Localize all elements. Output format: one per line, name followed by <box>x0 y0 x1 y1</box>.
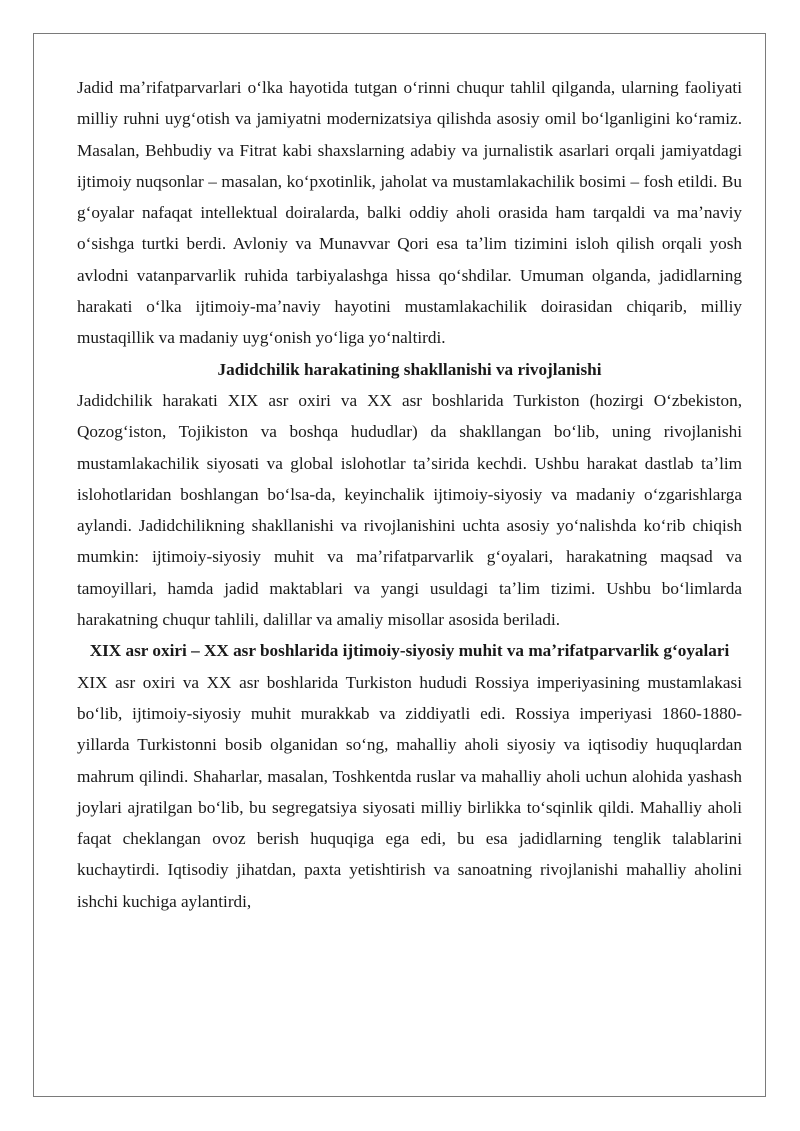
paragraph-socio-political-context: XIX asr oxiri va XX asr boshlarida Turkiston hududi Rossiya imperiyasining mustamlakasi boʻlib, ijtimoiy-siyosiy muhit murakkab va ziddiyatli edi. Rossiya imperiyasi 1860-1880-yillarda Turkistonni bosib olganidan soʻng, mahalliy aholi siyosiy va iqtisodiy huquqlardan mahrum qilindi. Shaharlar, masalan, Toshkentda ruslar va mahalliy aholi uchun alohida yashash joylari ajratilgan boʻlib, bu segregatsiya siyosati milliy birlikka toʻsqinlik qildi. Mahalliy aholi faqat cheklangan ovoz berish huquqiga ega edi, bu esa jadidlarning tenglik talablarini kuchaytirdi. Iqtisodiy jihatdan, paxta yetishtirish va sanoatning rivojlanishi mahalliy aholini ishchi kuchiga aylantirdi, <box>77 672 742 911</box>
section-heading-formation: Jadidchilik harakatining shakllanishi va rivojlanishi <box>217 359 602 379</box>
section-heading-socio-political: XIX asr oxiri – XX asr boshlarida ijtimoiy-siyosiy muhit va maʼrifatparvarlik gʻoyalari <box>89 641 730 661</box>
document-body <box>77 72 742 917</box>
paragraph-jadidism-formation: Jadidchilik harakati XIX asr oxiri va XX asr boshlarida Turkiston (hozirgi Oʻzbekiston, Qozogʻiston, Tojikiston va boshqa hududlar) da shakllangan boʻlib, uning rivojlanishi mustamlakachilik siyosati va global islohotlar taʼsirida kechdi. Ushbu harakat dastlab taʼlim islohotlaridan boshlangan boʻlsa-da, keyinchalik ijtimoiy-siyosiy va madaniy oʻzgarishlarga aylandi. Jadidchilikning shakllanishi va rivojlanishini uchta asosiy yoʻnalishda koʻrib chiqish mumkin: ijtimoiy-siyosiy muhit va maʼrifatparvarlik gʻoyalari, harakatning maqsad va tamoyillari, hamda jadid maktablari va yangi usuldagi taʼlim tizimi. Ushbu boʻlimlarda harakatning chuqur tahlili, dalillar va amaliy misollar asosida beriladi. <box>77 390 742 630</box>
paragraph-jadid-role: Jadid maʼrifatparvarlari oʻlka hayotida tutgan oʻrinni chuqur tahlil qilganda, ularning faoliyati milliy ruhni uygʻotish va jamiyatni modernizatsiya qilishda asosiy omil boʻlganligini koʻramiz. Masalan, Behbudiy va Fitrat kabi shaxslarning adabiy va jurnalistik asarlari orqali jamiyatdagi ijtimoiy nuqsonlar – masalan, koʻpxotinlik, jaholat va mustamlakachilik bosimi – fosh etildi. Bu gʻoyalar nafaqat intellektual doiralarda, balki oddiy aholi orasida ham tarqaldi va maʼnaviy oʻsishga turtki berdi. Avloniy va Munavvar Qori esa taʼlim tizimini isloh qilish orqali yosh avlodni vatanparvarlik ruhida tarbiyalashga hissa qoʻshdilar. Umuman olganda, jadidlarning harakati oʻlka ijtimoiy-maʼnaviy hayotini mustamlakachilik doirasidan chiqarib, milliy mustaqillik va madaniy uygʻonish yoʻliga yoʻnaltirdi. <box>77 78 742 348</box>
